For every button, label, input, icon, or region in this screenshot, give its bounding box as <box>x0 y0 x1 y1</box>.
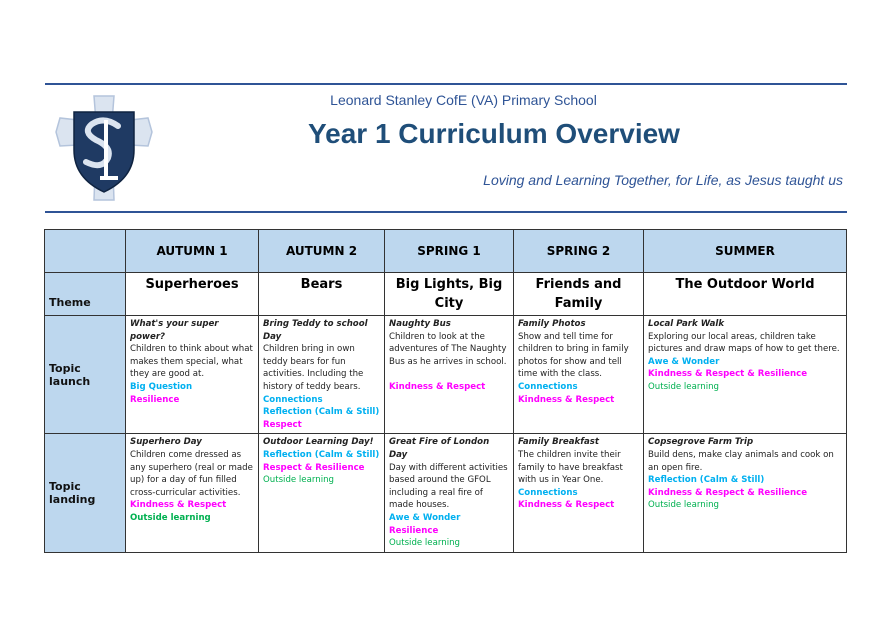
cell-text: Children bring in own teddy bears for fun activities. Including the history of teddy bears. <box>263 344 364 392</box>
cell-heading: What's your super power? <box>130 319 219 342</box>
landing-cell <box>126 434 259 552</box>
page-title: Year 1 Curriculum Overview <box>308 118 680 149</box>
cell-text: Children to look at the adventures of The Naughty Bus as he arrives in school. <box>389 331 507 367</box>
cell-text: Children come dressed as any superhero (real or made up) for a day of fun filled cross-curricular activities. <box>130 449 253 498</box>
table-row-launch <box>45 316 847 434</box>
row-label-landing: Topic landing <box>45 434 126 552</box>
launch-cell <box>126 316 259 434</box>
cell-heading: Superhero Day <box>130 437 202 448</box>
tag: Reflection (Calm & Still) <box>648 475 765 486</box>
cell-text: Exploring our local areas, children take pictures and draw maps of how to get there. <box>648 331 840 355</box>
cell-text: Build dens, make clay animals and cook on an open fire. <box>648 449 834 473</box>
tag: Outside learning <box>648 500 719 511</box>
cell-heading: Naughty Bus <box>389 319 451 329</box>
column-header: SPRING 1 <box>385 230 514 273</box>
tag: Connections <box>518 487 578 498</box>
cell-heading: Bring Teddy to school Day <box>263 319 368 342</box>
theme-cell: Bears <box>259 273 385 316</box>
curriculum-table <box>44 229 847 553</box>
cell-heading: Great Fire of London Day <box>389 437 490 460</box>
cell-text: Day with different activities based around the GFOL including a real fire of made houses. <box>389 462 508 511</box>
cell-heading: Local Park Walk <box>648 319 725 329</box>
landing-cell <box>644 434 847 552</box>
tag: Awe & Wonder <box>389 512 461 523</box>
tag: Respect & Resilience <box>263 462 365 473</box>
launch-cell <box>259 316 385 434</box>
row-label-launch: Topic launch <box>45 316 126 434</box>
launch-cell <box>644 316 847 434</box>
row-label-theme: Theme <box>45 273 126 316</box>
tag: Kindness & Respect <box>518 500 615 511</box>
tag: Outside learning <box>263 475 334 486</box>
theme-cell: Friends and Family <box>514 273 644 316</box>
tag: Reflection (Calm & Still) <box>263 407 380 418</box>
landing-cell <box>514 434 644 552</box>
column-header: AUTUMN 2 <box>259 230 385 273</box>
cell-text: The children invite their family to have breakfast with us in Year One. <box>518 449 623 486</box>
cell-heading: Copsegrove Farm Trip <box>648 437 754 448</box>
landing-cell <box>385 434 514 552</box>
column-header: SPRING 2 <box>514 230 644 273</box>
table-row-landing <box>45 434 847 552</box>
table-row-theme <box>45 273 847 316</box>
tag: Awe & Wonder <box>648 356 720 367</box>
school-name: Leonard Stanley CofE (VA) Primary School <box>330 92 597 108</box>
tag: Outside learning <box>389 538 460 549</box>
theme-cell: The Outdoor World <box>644 273 847 316</box>
column-header: AUTUMN 1 <box>126 230 259 273</box>
theme-cell: Superheroes <box>126 273 259 316</box>
school-motto: Loving and Learning Together, for Life, as Jesus taught us <box>483 172 843 188</box>
tag: Resilience <box>389 525 439 536</box>
tag: Outside learning <box>648 381 719 392</box>
spacer <box>389 368 509 381</box>
cell-text: Show and tell time for children to bring in family photos for show and tell time with the class. <box>518 331 629 380</box>
header-rule-top <box>45 83 847 85</box>
tag: Resilience <box>130 394 180 405</box>
column-header: SUMMER <box>644 230 847 273</box>
tag: Outside learning <box>130 512 211 523</box>
cell-text: Children to think about what makes them special, what they are good at. <box>130 344 253 380</box>
cell-heading: Family Breakfast <box>518 437 600 448</box>
header-corner-cell <box>45 230 126 273</box>
tag: Big Question <box>130 381 193 392</box>
tag: Kindness & Respect <box>130 500 227 511</box>
tag: Connections <box>518 381 578 392</box>
table-header-row <box>45 230 847 273</box>
tag: Reflection (Calm & Still) <box>263 449 380 460</box>
tag: Connections <box>263 394 323 405</box>
launch-cell <box>385 316 514 434</box>
school-crest-icon <box>52 92 156 204</box>
landing-cell <box>259 434 385 552</box>
tag: Kindness & Respect <box>389 381 486 392</box>
tag: Kindness & Respect & Resilience <box>648 369 808 380</box>
header-rule-bottom <box>45 211 847 213</box>
cell-heading: Outdoor Learning Day! <box>263 437 374 448</box>
tag: Kindness & Respect <box>518 394 615 405</box>
tag: Respect <box>263 419 302 430</box>
cell-heading: Family Photos <box>518 319 586 329</box>
launch-cell <box>514 316 644 434</box>
tag: Kindness & Respect & Resilience <box>648 487 808 498</box>
theme-cell: Big Lights, Big City <box>385 273 514 316</box>
